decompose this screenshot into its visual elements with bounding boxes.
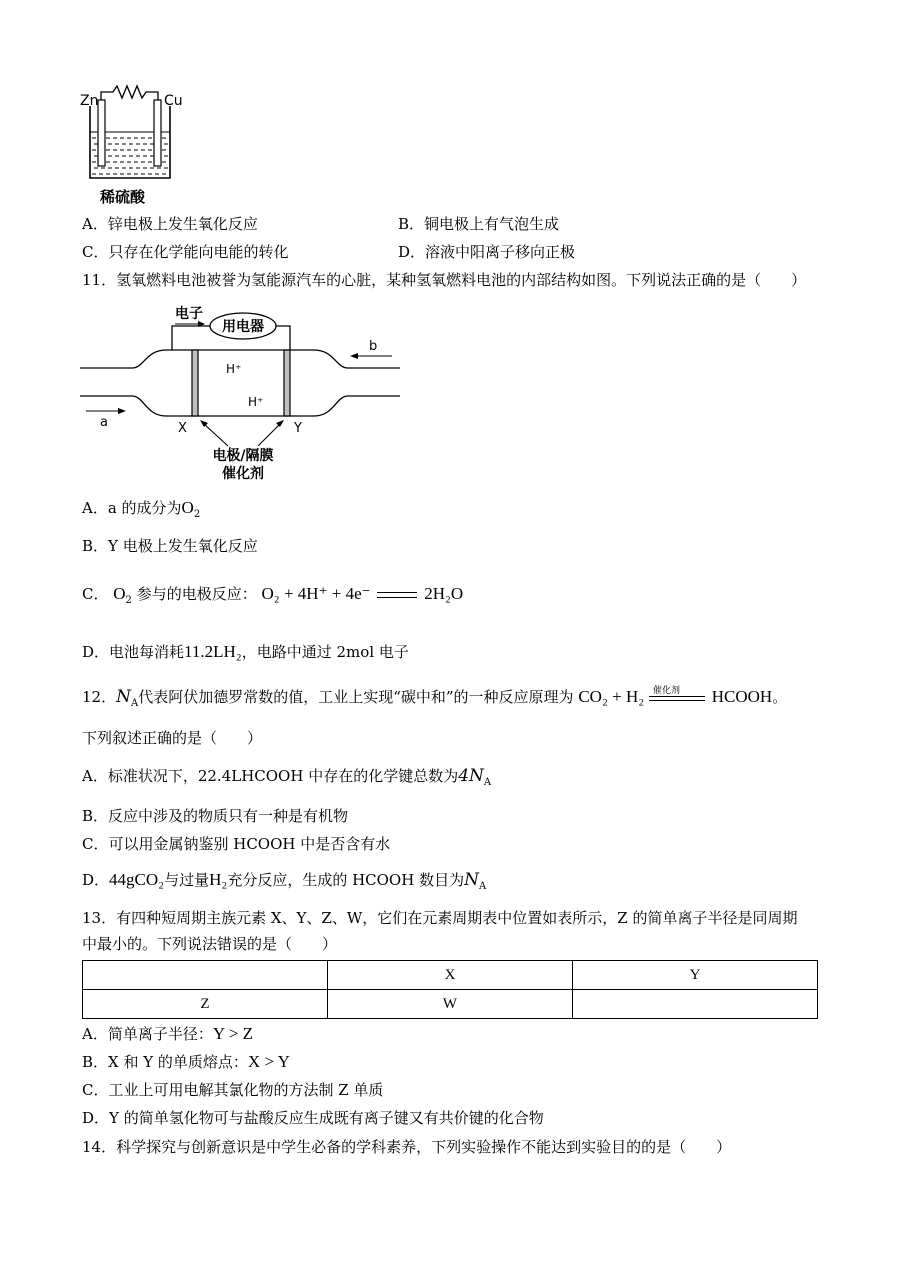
q14-stem: 14．科学探究与创新意识是中学生必备的学科素养，下列实验操作不能达到实验目的的是（ ）	[82, 1138, 732, 1156]
q11-option-c: C． $O_2$ 参与的电极反应： O₂ + 4H⁺ + 4e⁻ 2H₂O	[82, 584, 464, 606]
table-cell: X	[328, 961, 573, 990]
inlet-a-label: a	[100, 415, 108, 430]
q13-option-a: A．简单离子半径：Y > Z	[82, 1024, 253, 1043]
table-row	[83, 990, 818, 1019]
table-cell: W	[328, 990, 573, 1019]
q11-option-a: A．a 的成分为$O_2$	[82, 498, 201, 520]
q11-stem: 11．氢氧燃料电池被誉为氢能源汽车的心脏，某种氢氧燃料电池的内部结构如图。下列说法正确的是（ ）	[82, 271, 807, 289]
electrode-y-label: Y	[294, 421, 302, 436]
equals-double-bar	[377, 592, 417, 598]
electrolyte-caption: 稀硫酸	[100, 188, 146, 206]
q13-option-c: C．工业上可用电解其氯化物的方法制 Z 单质	[82, 1081, 384, 1099]
q12-option-a: A．标准状况下，22.4LHCOOH 中存在的化学键总数为$4N_A$	[82, 766, 492, 788]
q10-option-a: A．锌电极上发生氧化反应	[82, 215, 258, 233]
h-ion-label-1: H⁺	[226, 362, 242, 376]
q13-stem-line1: 13．有四种短周期主族元素 X、Y、Z、W，它们在元素周期表中位置如表所示，Z 的简单离子半径是同周期	[82, 909, 798, 927]
q12-option-c: C．可以用金属钠鉴别 HCOOH 中是否含有水	[82, 835, 391, 853]
q10-option-b: B．铜电极上有气泡生成	[398, 215, 560, 233]
galvanic-cell-figure	[78, 72, 190, 208]
q10-option-d: D．溶液中阳离子移向正极	[398, 243, 576, 261]
zn-label: Zn	[80, 93, 99, 109]
periodic-position-table	[82, 960, 818, 1019]
table-cell	[573, 990, 818, 1019]
membrane-caption-1: 电极/隔膜	[212, 448, 274, 464]
q12-line2: 下列叙述正确的是（ ）	[82, 729, 263, 747]
q11-option-d: D．电池每消耗11.2LH₂，电路中通过 2mol 电子	[82, 642, 409, 661]
table-cell: Y	[573, 961, 818, 990]
q12-stem: 12．$N_A$代表阿伏加德罗常数的值，工业上实现“碳中和”的一种反应原理为 CO₂ + H₂ 催化剂 HCOOH。	[82, 684, 787, 717]
fuel-cell-figure	[80, 296, 400, 486]
table-cell: Z	[83, 990, 328, 1019]
q10-option-c: C．只存在化学能向电能的转化	[82, 243, 289, 261]
q13-option-d: D．Y 的简单氢化物可与盐酸反应生成既有离子键又有共价键的化合物	[82, 1109, 544, 1127]
table-cell	[83, 961, 328, 990]
q11-option-b: B．Y 电极上发生氧化反应	[82, 537, 258, 555]
inlet-b-label: b	[369, 339, 378, 354]
membrane-caption-2: 催化剂	[222, 466, 264, 482]
q13-stem-line2: 中最小的。下列说法错误的是（ ）	[82, 935, 338, 953]
q12-option-b: B．反应中涉及的物质只有一种是有机物	[82, 807, 349, 825]
device-label: 用电器	[222, 319, 264, 335]
cu-label: Cu	[164, 93, 183, 109]
table-row	[83, 961, 818, 990]
q12-option-d: D．44gCO₂与过量H₂充分反应，生成的 HCOOH 数目为$N_A$	[82, 870, 487, 892]
electron-label: 电子	[175, 306, 203, 322]
catalyst-label: 催化剂	[652, 686, 680, 696]
electrode-x-label: X	[178, 421, 187, 436]
catalyst-arrow	[649, 686, 707, 706]
h-ion-label-2: H⁺	[248, 395, 264, 409]
q13-option-b: B．X 和 Y 的单质熔点：X > Y	[82, 1052, 290, 1071]
